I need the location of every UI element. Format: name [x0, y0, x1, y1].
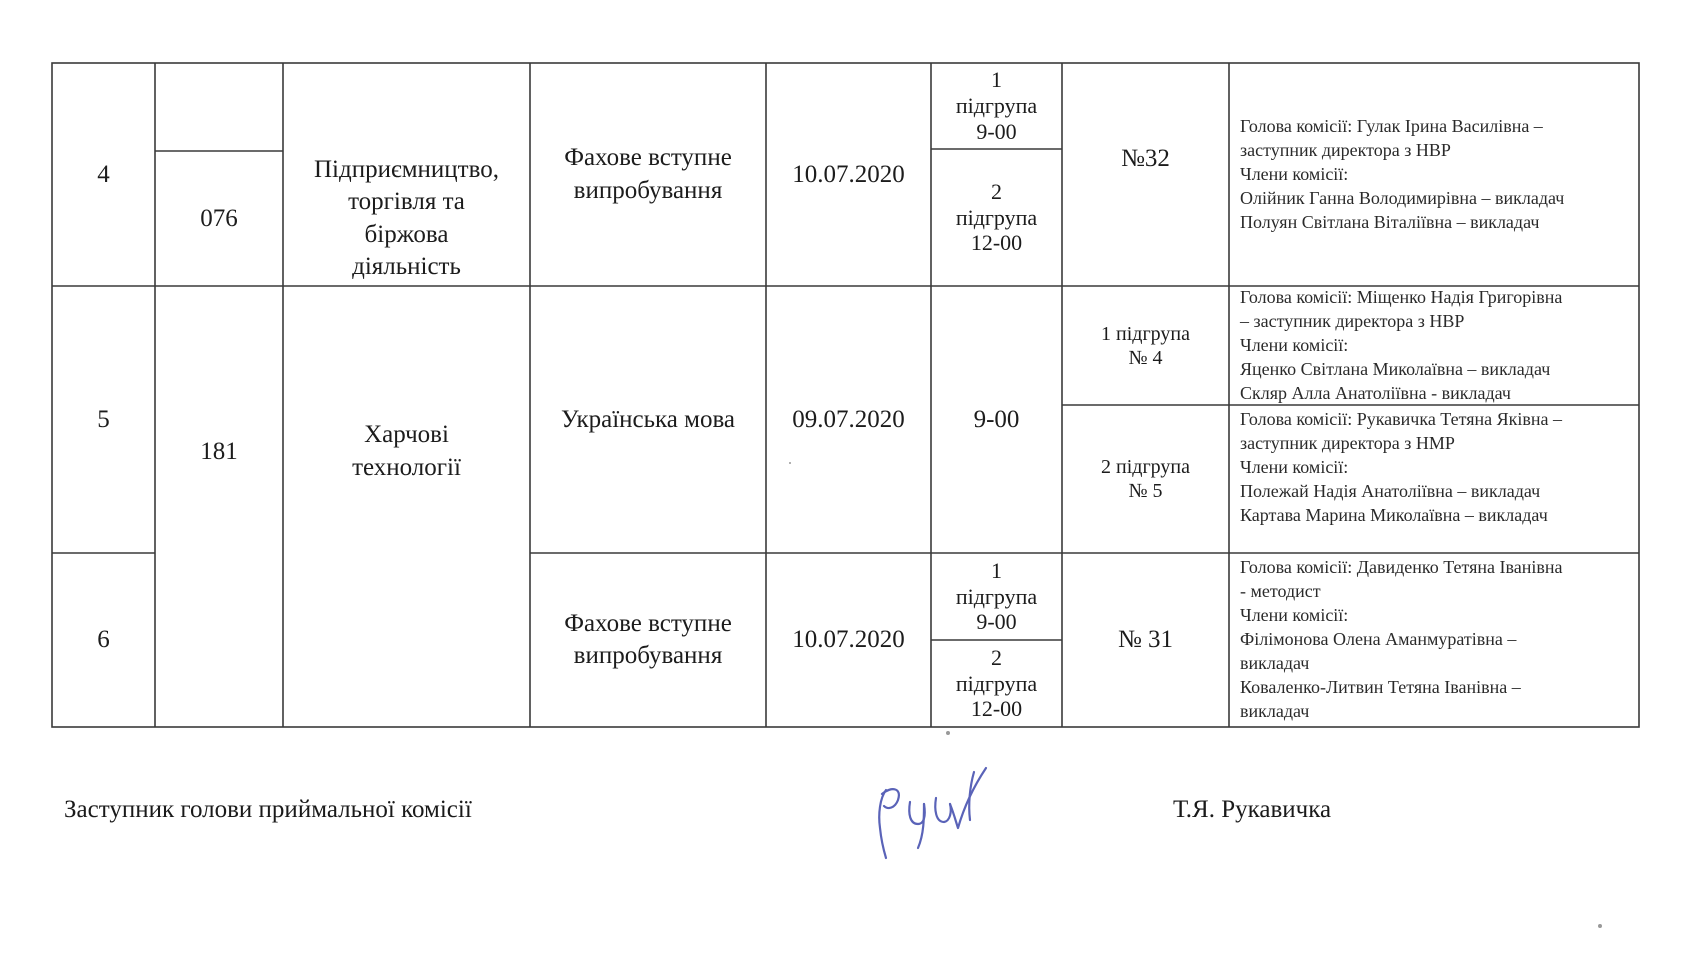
signatory-position: Заступник голови приймальної комісії [64, 796, 472, 823]
subgroup-line: 9-00 [976, 609, 1017, 635]
group-line: 2 підгрупа [1101, 456, 1190, 478]
subgroup-line: підгрупа [955, 93, 1038, 119]
specialty-code [155, 286, 283, 727]
signatory-name: Т.Я. Рукавичка [1173, 796, 1332, 823]
exam-subject [530, 63, 766, 286]
exam-date [766, 63, 931, 286]
commission-line: викладач [1240, 653, 1310, 673]
commission-list [1240, 407, 1636, 527]
specialty-line: Харчові [364, 421, 449, 448]
exam-date-text: 10.07.2020 [792, 160, 905, 188]
commission-list [1240, 114, 1636, 234]
commission-line: Голова комісії: Міщенко Надія Григорівна [1240, 287, 1563, 307]
subgroup-line: 2 [991, 178, 1002, 204]
exam-subject [530, 553, 766, 727]
subgroup-line: 12-00 [970, 696, 1023, 722]
exam-time-text: 9-00 [973, 405, 1020, 433]
commission-line: викладач [1240, 701, 1310, 721]
commission-line: Голова комісії: Давиденко Тетяна Іванівна [1240, 557, 1563, 577]
commission-line: Коваленко-Литвин Тетяна Іванівна – [1240, 677, 1521, 697]
group-line: № 4 [1128, 346, 1163, 369]
row-number-text: 6 [97, 626, 110, 653]
subgroup-line: 1 [991, 67, 1002, 93]
signature-icon [858, 758, 998, 868]
commission-line: Голова комісії: Рукавичка Тетяна Яківна – [1240, 409, 1563, 429]
specialty-line: Підприємництво, [314, 155, 499, 183]
subgroup-line: 1 [991, 557, 1002, 583]
commission-line: Члени комісії: [1240, 164, 1349, 184]
room-number [1062, 63, 1229, 286]
specialty-name [283, 151, 530, 286]
commission-line: Голова комісії: Гулак Ірина Василівна – [1240, 116, 1543, 136]
commission-line: Скляр Алла Анатоліївна - викладач [1240, 383, 1511, 403]
commission-line: Полуян Світлана Віталіївна – викладач [1240, 212, 1540, 232]
exam-date [766, 286, 931, 553]
specialty-code [155, 151, 283, 286]
subgroup-line: підгрупа [955, 583, 1038, 609]
specialty-line: діяльність [352, 253, 461, 280]
commission-line: Яценко Світлана Миколаївна – викладач [1240, 359, 1551, 379]
exam-time [931, 286, 1062, 553]
row-number [52, 63, 155, 286]
subgroup-line: підгрупа [955, 670, 1038, 696]
commission-line: Філімонова Олена Аманмуратівна – [1240, 629, 1517, 649]
subgroup-line: 9-00 [976, 118, 1017, 144]
subject-line: Фахове вступне [564, 144, 732, 171]
subgroup-2 [931, 640, 1062, 727]
exam-date-text: 09.07.2020 [792, 405, 905, 433]
specialty-name [283, 286, 530, 727]
commission-line: – заступник директора з НВР [1240, 311, 1465, 331]
commission-line: Члени комісії: [1240, 335, 1349, 355]
row-number-text: 4 [97, 160, 110, 188]
commission-list [1240, 555, 1636, 723]
room-number-text: №32 [1121, 144, 1170, 172]
specialty-code-text: 076 [200, 204, 238, 232]
room-number-text: № 31 [1117, 626, 1174, 653]
specialty-line: технології [352, 453, 461, 481]
subgroup-1 [931, 553, 1062, 640]
subgroup-2 [931, 149, 1062, 286]
row-number-text: 5 [97, 405, 110, 433]
row-number [52, 286, 155, 553]
commission-list [1240, 285, 1636, 405]
room-number [1062, 553, 1229, 727]
subgroup-line: 12-00 [970, 230, 1023, 256]
subgroup-1 [931, 63, 1062, 149]
row-number [52, 553, 155, 727]
commission-line: Члени комісії: [1240, 605, 1349, 625]
subgroup-line: підгрупа [955, 204, 1038, 230]
group-line: № 5 [1128, 480, 1163, 502]
group-room-1 [1062, 286, 1229, 405]
subject-line: Фахове вступне [564, 609, 732, 637]
subject-line: Українська мова [560, 405, 736, 433]
subgroup-line: 2 [991, 644, 1002, 670]
commission-line: Олійник Ганна Володимирівна – викладач [1240, 188, 1565, 208]
commission-line: заступник директора з НВР [1240, 140, 1451, 160]
commission-line: Члени комісії: [1240, 457, 1349, 477]
commission-line: Картава Марина Миколаївна – викладач [1240, 505, 1548, 525]
subject-line: випробування [573, 176, 723, 204]
exam-subject [530, 286, 766, 553]
specialty-code-text: 181 [200, 437, 238, 465]
commission-line: - методист [1240, 581, 1321, 601]
exam-date-text: 10.07.2020 [792, 626, 905, 653]
exam-date [766, 553, 931, 727]
commission-line: Полежай Надія Анатоліївна – викладач [1240, 481, 1541, 501]
specialty-line: торгівля та [348, 188, 465, 215]
specialty-line: біржова [364, 220, 449, 248]
subject-line: випробування [573, 642, 723, 669]
group-room-2 [1062, 405, 1229, 553]
commission-line: заступник директора з НМР [1240, 433, 1455, 453]
group-line: 1 підгрупа [1101, 322, 1190, 345]
